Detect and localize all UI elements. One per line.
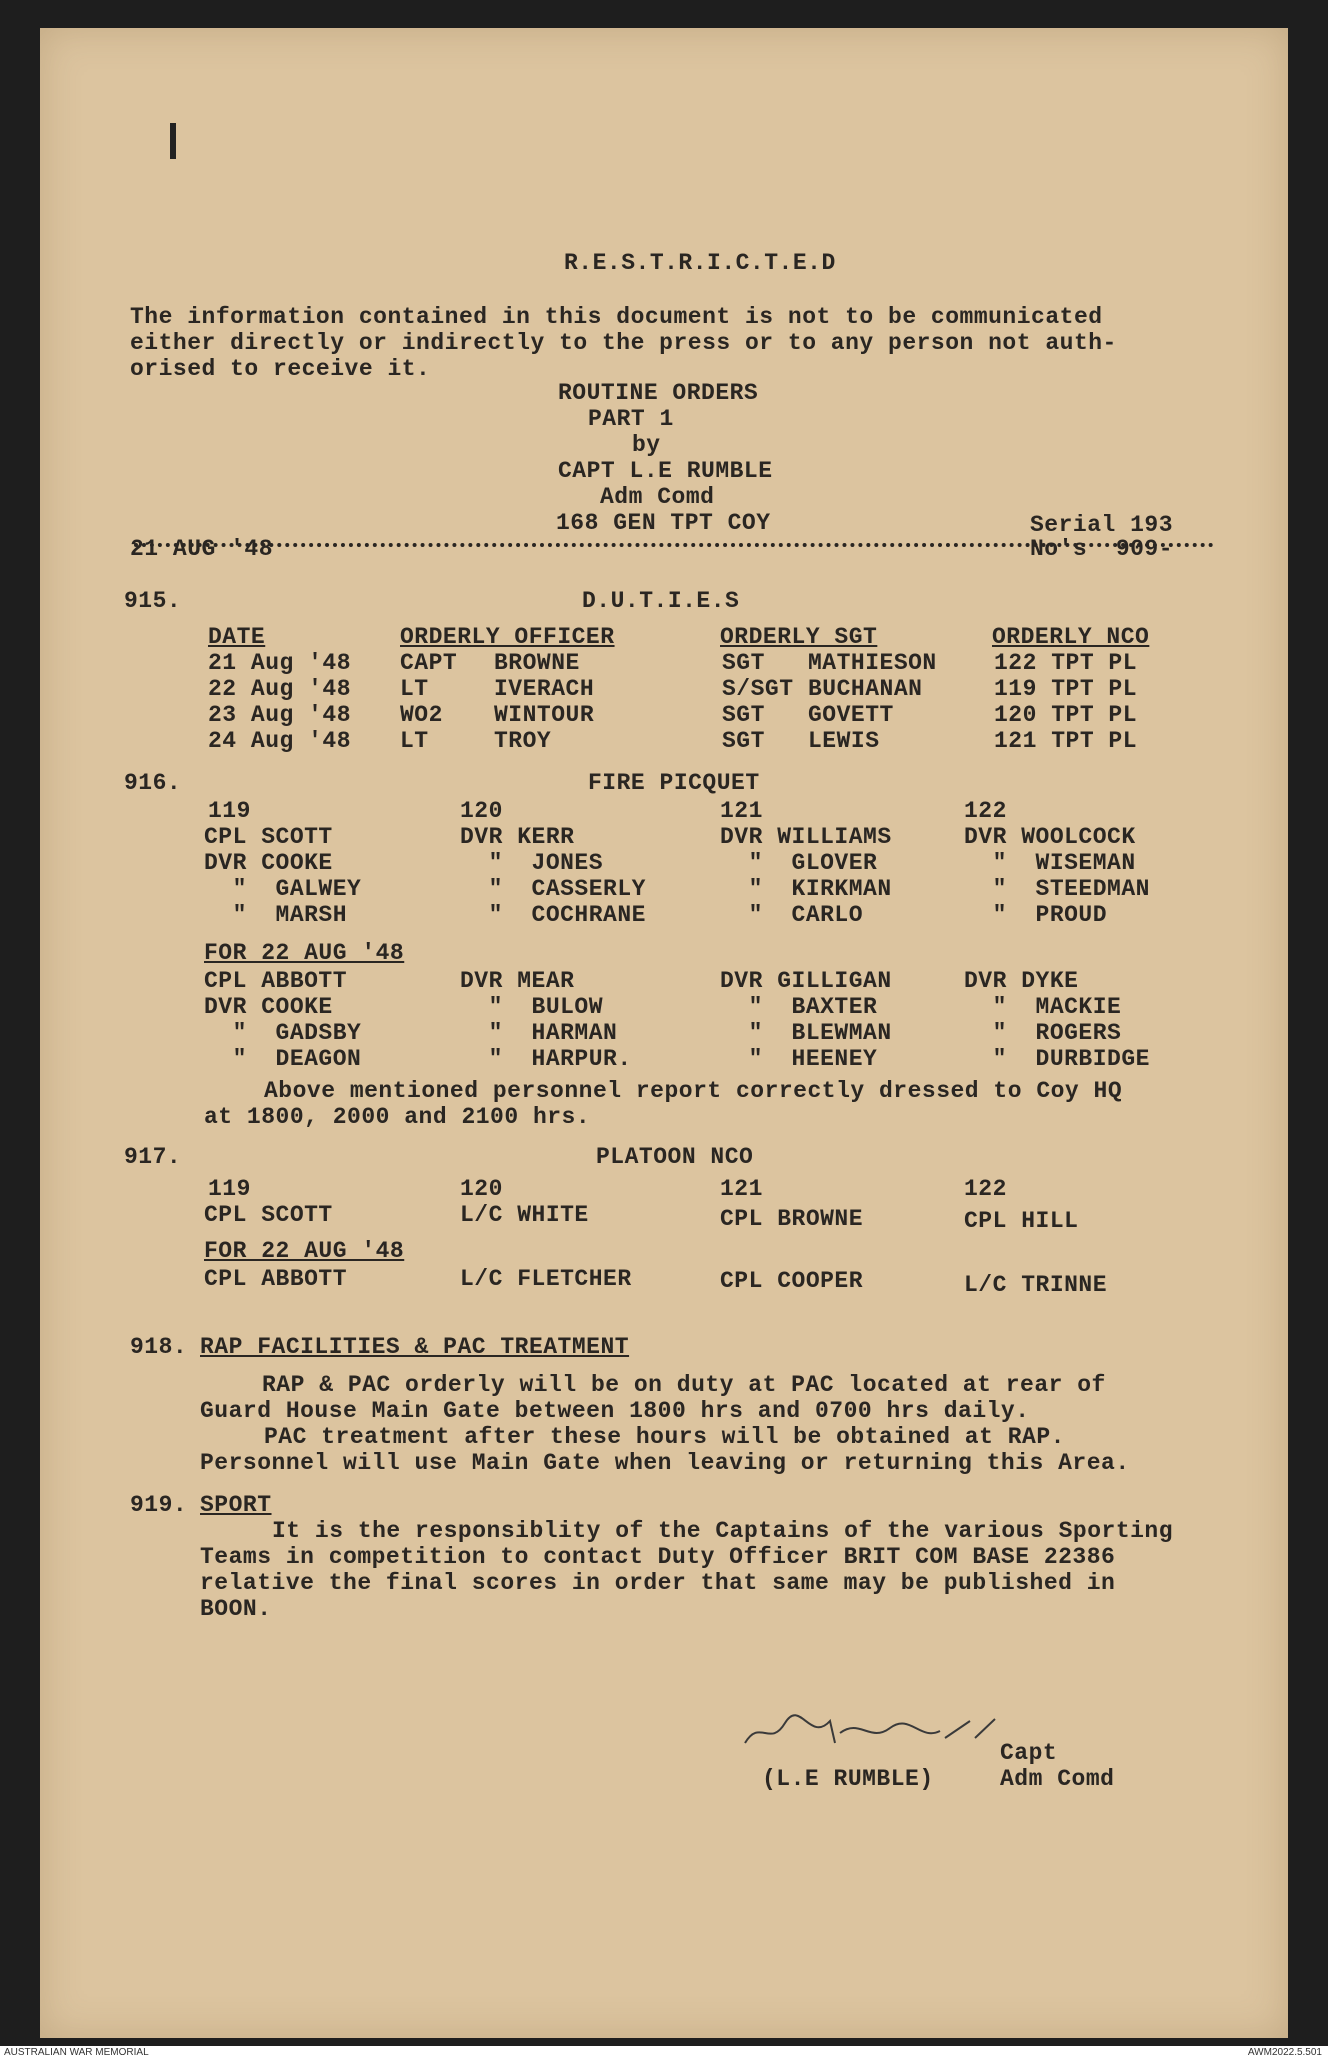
binding-mark <box>170 123 176 159</box>
note-line: at 1800, 2000 and 2100 hrs. <box>204 1104 591 1130</box>
picquet-name: " CASSERLY <box>460 876 646 902</box>
picquet-name: " HARPUR. <box>460 1046 632 1072</box>
table-cell: 22 Aug '48 <box>208 676 352 702</box>
picquet-name: DVR KERR <box>460 824 575 850</box>
section-title: PLATOON NCO <box>596 1144 754 1170</box>
table-cell: TROY <box>494 728 552 754</box>
platoon-number: 120 <box>460 798 503 824</box>
notice-line: The information contained in this document is not to be communicated <box>130 304 1103 330</box>
signatory-role: Adm Comd <box>1000 1766 1115 1792</box>
archive-reference: AWM2022.5.501 <box>1247 2047 1322 2058</box>
platoon-number: 119 <box>208 1176 251 1202</box>
table-cell: BUCHANAN <box>808 676 923 702</box>
table-cell: LT <box>400 676 429 702</box>
table-cell: 23 Aug '48 <box>208 702 352 728</box>
handwritten-signature <box>740 1713 1040 1753</box>
picquet-name: " BULOW <box>460 994 604 1020</box>
platoon-number: 122 <box>964 1176 1007 1202</box>
picquet-name: DVR WOOLCOCK <box>964 824 1136 850</box>
picquet-name: " CARLO <box>720 902 864 928</box>
order-number: 915. <box>124 588 182 614</box>
column-header: ORDERLY NCO <box>992 624 1150 650</box>
document-date: 21 AUG '48 <box>130 536 274 562</box>
order-number: 918. <box>130 1334 188 1360</box>
picquet-name: " DURBIDGE <box>964 1046 1150 1072</box>
body-line: It is the responsiblity of the Captains of the various Sporting <box>272 1518 1174 1544</box>
column-header: ORDERLY OFFICER <box>400 624 615 650</box>
picquet-name: " PROUD <box>964 902 1108 928</box>
signatory-rank: Capt <box>1000 1740 1058 1766</box>
table-cell: BROWNE <box>494 650 580 676</box>
table-cell: 120 TPT PL <box>994 702 1138 728</box>
platoon-number: 121 <box>720 1176 763 1202</box>
picquet-name: " GADSBY <box>204 1020 362 1046</box>
picquet-name: DVR GILLIGAN <box>720 968 892 994</box>
platoon-number: 119 <box>208 798 251 824</box>
table-cell: 24 Aug '48 <box>208 728 352 754</box>
table-cell: GOVETT <box>808 702 894 728</box>
serial-number: Serial 193 <box>1030 512 1174 538</box>
platoon-nco-name: CPL ABBOTT <box>204 1266 348 1292</box>
archive-name: AUSTRALIAN WAR MEMORIAL <box>4 2047 149 2058</box>
table-cell: 122 TPT PL <box>994 650 1138 676</box>
platoon-nco-name: CPL HILL <box>964 1208 1079 1234</box>
platoon-number: 121 <box>720 798 763 824</box>
restricted-heading: R.E.S.T.R.I.C.T.E.D <box>564 250 836 276</box>
title-line: PART 1 <box>588 406 674 432</box>
order-numbers: No's 909- <box>1030 536 1174 562</box>
title-line: Adm Comd <box>600 484 715 510</box>
picquet-name: DVR DYKE <box>964 968 1079 994</box>
picquet-name: " HEENEY <box>720 1046 878 1072</box>
picquet-name: " GLOVER <box>720 850 878 876</box>
picquet-name: " MACKIE <box>964 994 1122 1020</box>
document-page <box>40 28 1288 2038</box>
platoon-nco-name: L/C WHITE <box>460 1202 589 1228</box>
platoon-number: 122 <box>964 798 1007 824</box>
table-cell: WINTOUR <box>494 702 595 728</box>
table-cell: MATHIESON <box>808 650 937 676</box>
body-line: BOON. <box>200 1596 272 1622</box>
picquet-name: " HARMAN <box>460 1020 618 1046</box>
order-number: 916. <box>124 770 182 796</box>
table-cell: SGT <box>722 702 765 728</box>
picquet-name: " MARSH <box>204 902 348 928</box>
archive-footer <box>0 2046 1328 2061</box>
picquet-name: " KIRKMAN <box>720 876 892 902</box>
for-date-label: FOR 22 AUG '48 <box>204 940 405 966</box>
title-line: CAPT L.E RUMBLE <box>558 458 773 484</box>
section-title: FIRE PICQUET <box>588 770 760 796</box>
picquet-name: DVR COOKE <box>204 994 333 1020</box>
table-cell: SGT <box>722 650 765 676</box>
picquet-name: " BLEWMAN <box>720 1020 892 1046</box>
platoon-nco-name: L/C FLETCHER <box>460 1266 632 1292</box>
body-line: Personnel will use Main Gate when leaving or returning this Area. <box>200 1450 1130 1476</box>
table-cell: S/SGT <box>722 676 794 702</box>
table-cell: CAPT <box>400 650 458 676</box>
picquet-name: " DEAGON <box>204 1046 362 1072</box>
notice-line: orised to receive it. <box>130 356 431 382</box>
platoon-nco-name: CPL SCOTT <box>204 1202 333 1228</box>
for-date-label: FOR 22 AUG '48 <box>204 1238 405 1264</box>
picquet-name: DVR WILLIAMS <box>720 824 892 850</box>
note-line: Above mentioned personnel report correctly dressed to Coy HQ <box>264 1078 1123 1104</box>
picquet-name: " BAXTER <box>720 994 878 1020</box>
picquet-name: " GALWEY <box>204 876 362 902</box>
table-cell: 119 TPT PL <box>994 676 1138 702</box>
table-cell: LT <box>400 728 429 754</box>
section-title: D.U.T.I.E.S <box>582 588 740 614</box>
picquet-name: " JONES <box>460 850 604 876</box>
platoon-number: 120 <box>460 1176 503 1202</box>
picquet-name: " COCHRANE <box>460 902 646 928</box>
table-cell: LEWIS <box>808 728 880 754</box>
table-cell: 121 TPT PL <box>994 728 1138 754</box>
section-title: RAP FACILITIES & PAC TREATMENT <box>200 1334 630 1360</box>
picquet-name: CPL ABBOTT <box>204 968 348 994</box>
signatory-name: (L.E RUMBLE) <box>762 1766 934 1792</box>
body-line: RAP & PAC orderly will be on duty at PAC located at rear of <box>262 1372 1106 1398</box>
body-line: relative the final scores in order that same may be published in <box>200 1570 1116 1596</box>
title-line: by <box>632 432 661 458</box>
title-line: ROUTINE ORDERS <box>558 380 759 406</box>
notice-line: either directly or indirectly to the press or to any person not auth- <box>130 330 1117 356</box>
platoon-nco-name: CPL BROWNE <box>720 1206 864 1232</box>
picquet-name: " WISEMAN <box>964 850 1136 876</box>
picquet-name: DVR MEAR <box>460 968 575 994</box>
table-cell: WO2 <box>400 702 443 728</box>
order-number: 919. <box>130 1492 188 1518</box>
picquet-name: CPL SCOTT <box>204 824 333 850</box>
picquet-name: " ROGERS <box>964 1020 1122 1046</box>
picquet-name: DVR COOKE <box>204 850 333 876</box>
order-number: 917. <box>124 1144 182 1170</box>
column-header: DATE <box>208 624 266 650</box>
body-line: Guard House Main Gate between 1800 hrs and 0700 hrs daily. <box>200 1398 1030 1424</box>
platoon-nco-name: L/C TRINNE <box>964 1272 1108 1298</box>
picquet-name: " STEEDMAN <box>964 876 1150 902</box>
table-cell: SGT <box>722 728 765 754</box>
body-line: PAC treatment after these hours will be obtained at RAP. <box>264 1424 1065 1450</box>
table-cell: IVERACH <box>494 676 595 702</box>
table-cell: 21 Aug '48 <box>208 650 352 676</box>
column-header: ORDERLY SGT <box>720 624 878 650</box>
body-line: Teams in competition to contact Duty Officer BRIT COM BASE 22386 <box>200 1544 1116 1570</box>
section-title: SPORT <box>200 1492 272 1518</box>
title-line: 168 GEN TPT COY <box>556 510 771 536</box>
platoon-nco-name: CPL COOPER <box>720 1268 864 1294</box>
dotted-divider <box>134 543 1214 547</box>
